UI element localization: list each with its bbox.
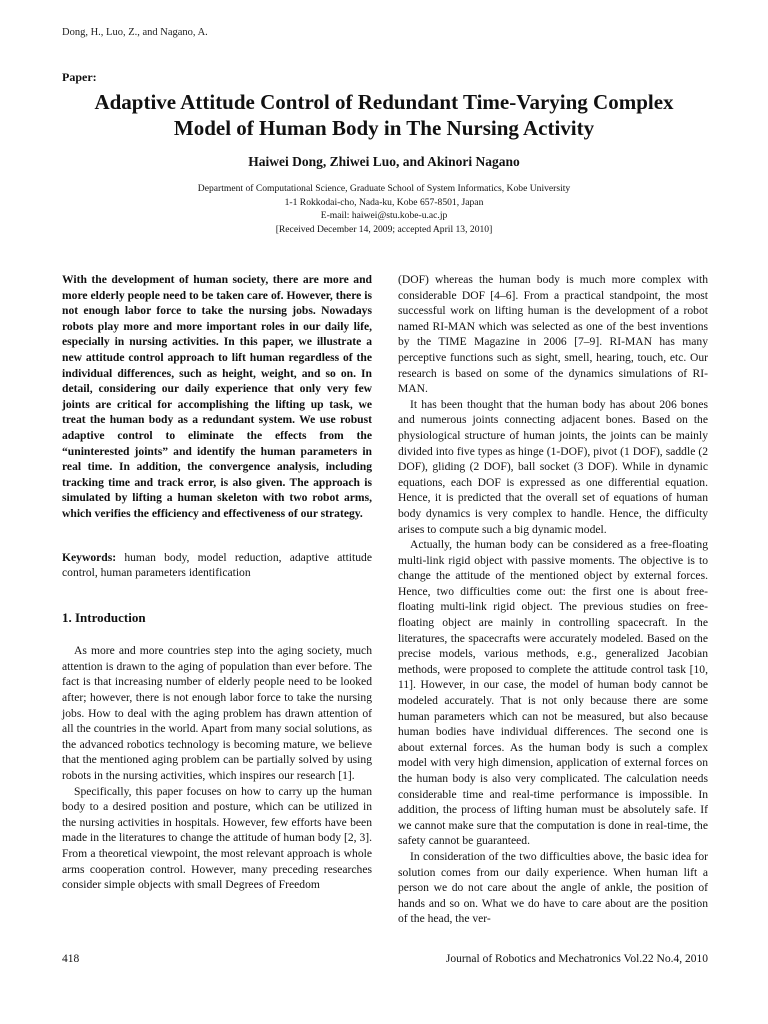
department: Department of Computational Science, Graduate School of System Informatics, Kobe University bbox=[197, 183, 571, 194]
paragraph: As more and more countries step into the aging society, much attention is drawn to the aging of population than ever before. The fact is that increasing number of elderly people need to be looked after; however, there is not enough labor force to take the nursing jobs. How to deal with the aging problem has drawn attention of all the countries in the world. Apart from many social solutions, as the advanced robotics technology is becoming mature, we believe that the mentioned aging problem can be partially solved by using robots in the nursing activities, which inspires our research [1]. bbox=[62, 644, 372, 783]
affiliation-block bbox=[40, 182, 728, 236]
abstract: With the development of human society, there are more and more elderly people need to be taken care of. However, there is not enough labor force to take the nursing jobs. Nowadays robots play more and more important roles in our daily life, especially in nursing activities. In this paper, we illustrate a new attitude control approach to lift human regardless of the individual differences, such as height, weight, and so on. In detail, considering our daily experience that only very few joints are critical for accomplishing the lifting up task, we treat the human body as a redundant system. We use robust adaptive control to eliminate the effects from the “uninterested joints” and identify the human parameters in real time. In addition, the convergence analysis, including tracking time and track error, is also given. The approach is simulated by lifting a human skeleton with two robot arms, which verifies the efficiency and effectiveness of our strategy. bbox=[62, 273, 372, 520]
paragraph: In consideration of the two difficulties above, the basic idea for solution comes from our daily experience. When human lift a person we do not care about the angle of ankle, the position of hands and so on. What we do have to care about are the position of the head, the ver- bbox=[398, 849, 708, 926]
paragraph: Actually, the human body can be considered as a free-floating multi-link rigid object with passive moments. The objective is to change the attitude of the mentioned object by external forces. Hence, two difficulties come out: the first one is about free-floating multi-link rigid object. The previous studies on free-floating object are mainly in controlling spacecraft. In the literatures, the spacecrafts were accurately modeled. Based on the precise models, various methods, e.g., generalized Jacobian methods, were proposed to complete the attitude control task [10, 11]. However, in our case, the model of human body cannot be modeled accurately. That is not only because there are some human parameters which can not be measured, but also because human bodies have individual differences. The second one is about external forces. As the human body is such a complex model with very high dimension, application of external forces on the human body is also very complicated. The calculation needs considerable time and real-time performance is impossible. In addition, the process of lifting human must be absolutely safe. If we cannot make sure that the computation is done in real-time, the safety cannot be guaranteed. bbox=[398, 538, 708, 848]
paper-type-label: Paper: bbox=[62, 70, 97, 84]
left-column bbox=[62, 272, 372, 893]
paper-title bbox=[40, 89, 728, 141]
authors: Haiwei Dong, Zhiwei Luo, and Akinori Nagano bbox=[248, 154, 520, 169]
right-column bbox=[398, 272, 708, 927]
address: 1-1 Rokkodai-cho, Nada-ku, Kobe 657-8501, Japan bbox=[284, 196, 484, 208]
running-head: Dong, H., Luo, Z., and Nagano, A. bbox=[62, 27, 208, 38]
title-line-2: Model of Human Body in The Nursing Activity bbox=[173, 116, 595, 140]
page-number: 418 bbox=[62, 953, 80, 965]
paragraph: (DOF) whereas the human body is much more complex with considerable DOF [4–6]. From a practical standpoint, the most successful work on lifting human is the development of a robot named RI-MAN which was selected as one of the best inventions by the TIME Magazine in 2006 [7–9]. RI-MAN has many perceptive functions such as sight, smell, hearing, touch, etc. Our research is based on some of the dynamics simulations of RI-MAN. bbox=[398, 273, 708, 396]
title-line-1: Adaptive Attitude Control of Redundant Time-Varying Complex bbox=[94, 90, 674, 114]
journal-footer: Journal of Robotics and Mechatronics Vol.22 No.4, 2010 bbox=[445, 953, 708, 965]
received-dates: [Received December 14, 2009; accepted April 13, 2010] bbox=[275, 223, 493, 235]
email: E-mail: haiwei@stu.kobe-u.ac.jp bbox=[320, 210, 448, 221]
keywords-label: Keywords: bbox=[62, 550, 117, 564]
paragraph: Specifically, this paper focuses on how to carry up the human body to a desired position and posture, which can be utilized in the nursing activities in hospitals. However, few efforts have been made in the literatures to change the attitude of human body [2, 3]. From a theoretical viewpoint, the most relevant approach is whole arms cooperation control. However, many preceding researches consider simple objects with small Degrees of Freedom bbox=[62, 784, 372, 892]
paragraph: It has been thought that the human body has about 206 bones and numerous joints connecting adjacent bones. Based on the physiological structure of human joints, the joints can be mainly divided into five types as hinge (1-DOF), pivot (1 DOF), saddle (2 DOF), gliding (2 DOF), ball socket (3 DOF). While in dynamic equations, each DOF is expressed as one differential equation. Hence, it is predicted that the overall set of equations of human body dynamics is very complex to handle. Hence, the difficulty arises to compute such a big dynamic model. bbox=[398, 397, 708, 536]
keywords-text: human body, model reduction, adaptive attitude control, human parameters identification bbox=[62, 550, 372, 580]
section-heading-introduction: 1. Introduction bbox=[62, 609, 146, 625]
keywords bbox=[62, 550, 372, 581]
